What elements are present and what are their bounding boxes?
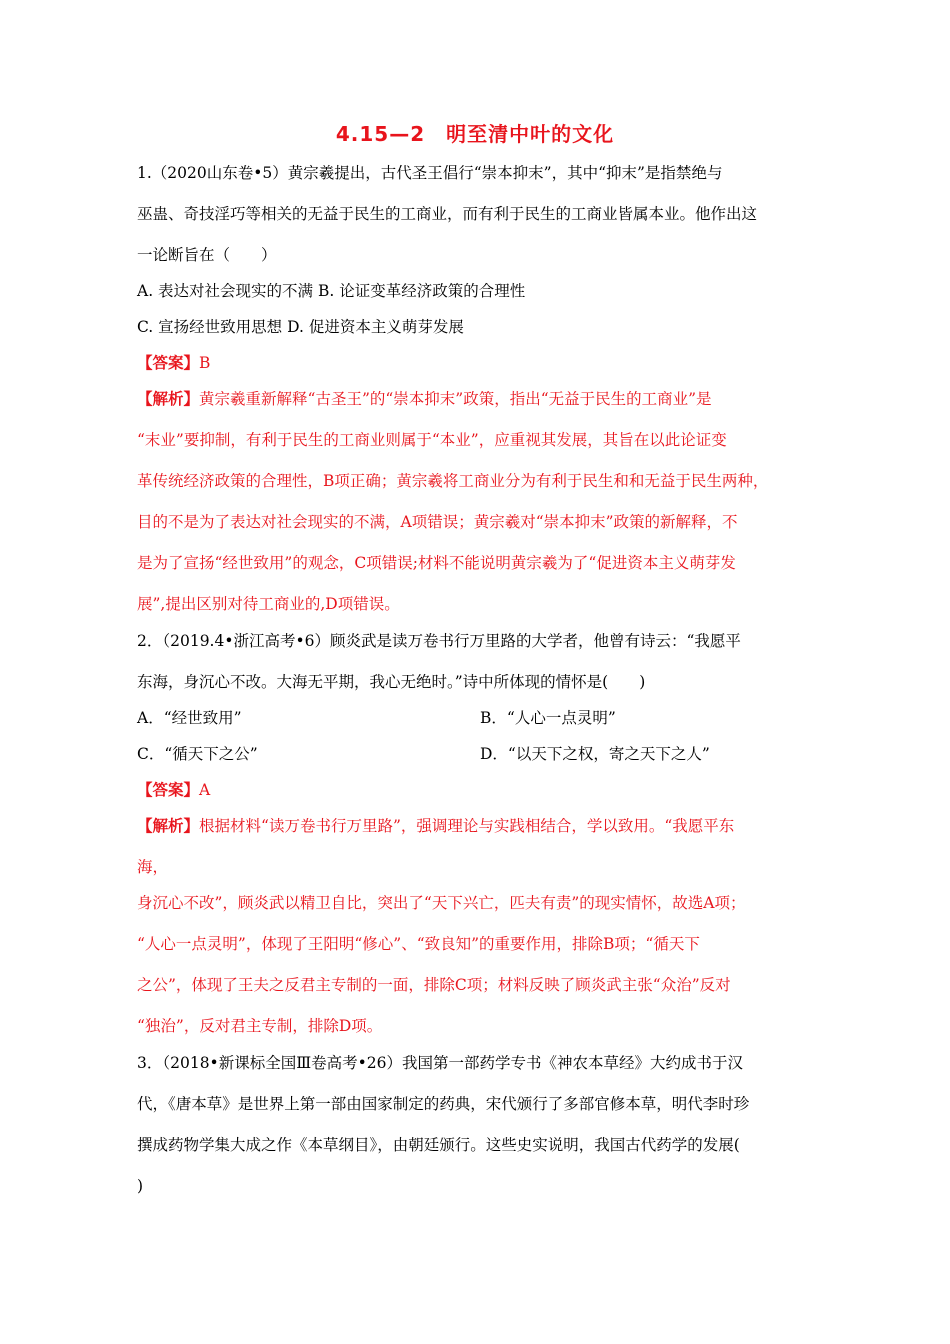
q2-option-b: B．“人心一点灵明” bbox=[480, 709, 616, 727]
q2-stem-line: 2．（2019.4•浙江高考•6）顾炎武是读万卷书行万里路的大学者，他曾有诗云：“我愿平 bbox=[137, 632, 741, 650]
analysis-text: 黄宗羲重新解释“古圣王”的“崇本抑末”政策，指出“无益于民生的工商业”是 bbox=[199, 390, 712, 408]
q1-analysis-line: 是为了宣扬“经世致用”的观念，C项错误;材料不能说明黄宗羲为了“促进资本主义萌芽发 bbox=[137, 554, 736, 572]
q2-analysis-line: 海， bbox=[137, 858, 169, 876]
analysis-label: 【解析】 bbox=[137, 816, 200, 835]
q1-analysis-line: 革传统经济政策的合理性，B项正确；黄宗羲将工商业分为有利于民生和和无益于民生两种， bbox=[137, 472, 769, 490]
q1-answer bbox=[137, 353, 210, 373]
q1-analysis-line bbox=[137, 389, 712, 409]
answer-value: B bbox=[199, 354, 211, 372]
q1-option-line: C. 宣扬经世致用思想 D. 促进资本主义萌芽发展 bbox=[137, 318, 464, 336]
answer-label: 【答案】 bbox=[137, 353, 200, 372]
q2-option-d: D．“以天下之权，寄之天下之人” bbox=[480, 745, 710, 763]
q2-analysis-line: 身沉心不改”，顾炎武以精卫自比，突出了“天下兴亡，匹夫有责”的现实情怀，故选A项； bbox=[137, 894, 746, 912]
q1-stem-line: 一论断旨在（ ） bbox=[137, 246, 277, 264]
q3-stem-line: 3．（2018•新课标全国Ⅲ卷高考•26）我国第一部药学专书《神农本草经》大约成书于汉 bbox=[137, 1054, 744, 1072]
q3-stem-line: 代，《唐本草》是世界上第一部由国家制定的药典，宋代颁行了多部官修本草，明代李时珍 bbox=[137, 1095, 750, 1113]
analysis-label: 【解析】 bbox=[137, 389, 200, 408]
answer-label: 【答案】 bbox=[137, 780, 200, 799]
q3-stem-line: ) bbox=[137, 1177, 144, 1195]
page-title: 4.15—2 明至清中叶的文化 bbox=[335, 122, 615, 146]
q2-analysis-line bbox=[137, 816, 734, 836]
q1-analysis-line: 目的不是为了表达对社会现实的不满，A项错误；黄宗羲对“崇本抑末”政策的新解释，不 bbox=[137, 513, 738, 531]
answer-value: A bbox=[199, 781, 211, 799]
q2-analysis-line: “独治”，反对君主专制，排除D项。 bbox=[137, 1017, 383, 1035]
q2-analysis-line: 之公”，体现了王夫之反君主专制的一面，排除C项；材料反映了顾炎武主张“众治”反对 bbox=[137, 976, 731, 994]
q2-option-c: C．“循天下之公” bbox=[137, 745, 258, 763]
q1-stem-line: 1.（2020山东卷•5）黄宗羲提出，古代圣王倡行“崇本抑末”，其中“抑末”是指禁绝与 bbox=[137, 164, 723, 182]
q3-stem-line: 撰成药物学集大成之作《本草纲目》，由朝廷颁行。这些史实说明，我国古代药学的发展( bbox=[137, 1136, 740, 1154]
analysis-text: 根据材料“读万卷书行万里路”，强调理论与实践相结合，学以致用。“我愿平东 bbox=[199, 817, 735, 835]
q1-analysis-line: 展”,提出区别对待工商业的,D项错误。 bbox=[137, 595, 400, 613]
q2-analysis-line: “人心一点灵明”，体现了王阳明“修心”、“致良知”的重要作用，排除B项；“循天下 bbox=[137, 935, 700, 953]
q1-analysis-line: “末业”要抑制，有利于民生的工商业则属于“本业”，应重视其发展，其旨在以此论证变 bbox=[137, 431, 727, 449]
q1-stem-line: 巫蛊、奇技淫巧等相关的无益于民生的工商业，而有利于民生的工商业皆属本业。他作出这 bbox=[137, 205, 758, 223]
q1-option-line: A. 表达对社会现实的不满 B. 论证变革经济政策的合理性 bbox=[137, 282, 526, 300]
q2-answer bbox=[137, 780, 210, 800]
q2-option-a: A．“经世致用” bbox=[137, 709, 242, 727]
q2-stem-line: 东海，身沉心不改。大海无平期，我心无绝时。”诗中所体现的情怀是( ) bbox=[137, 673, 646, 691]
